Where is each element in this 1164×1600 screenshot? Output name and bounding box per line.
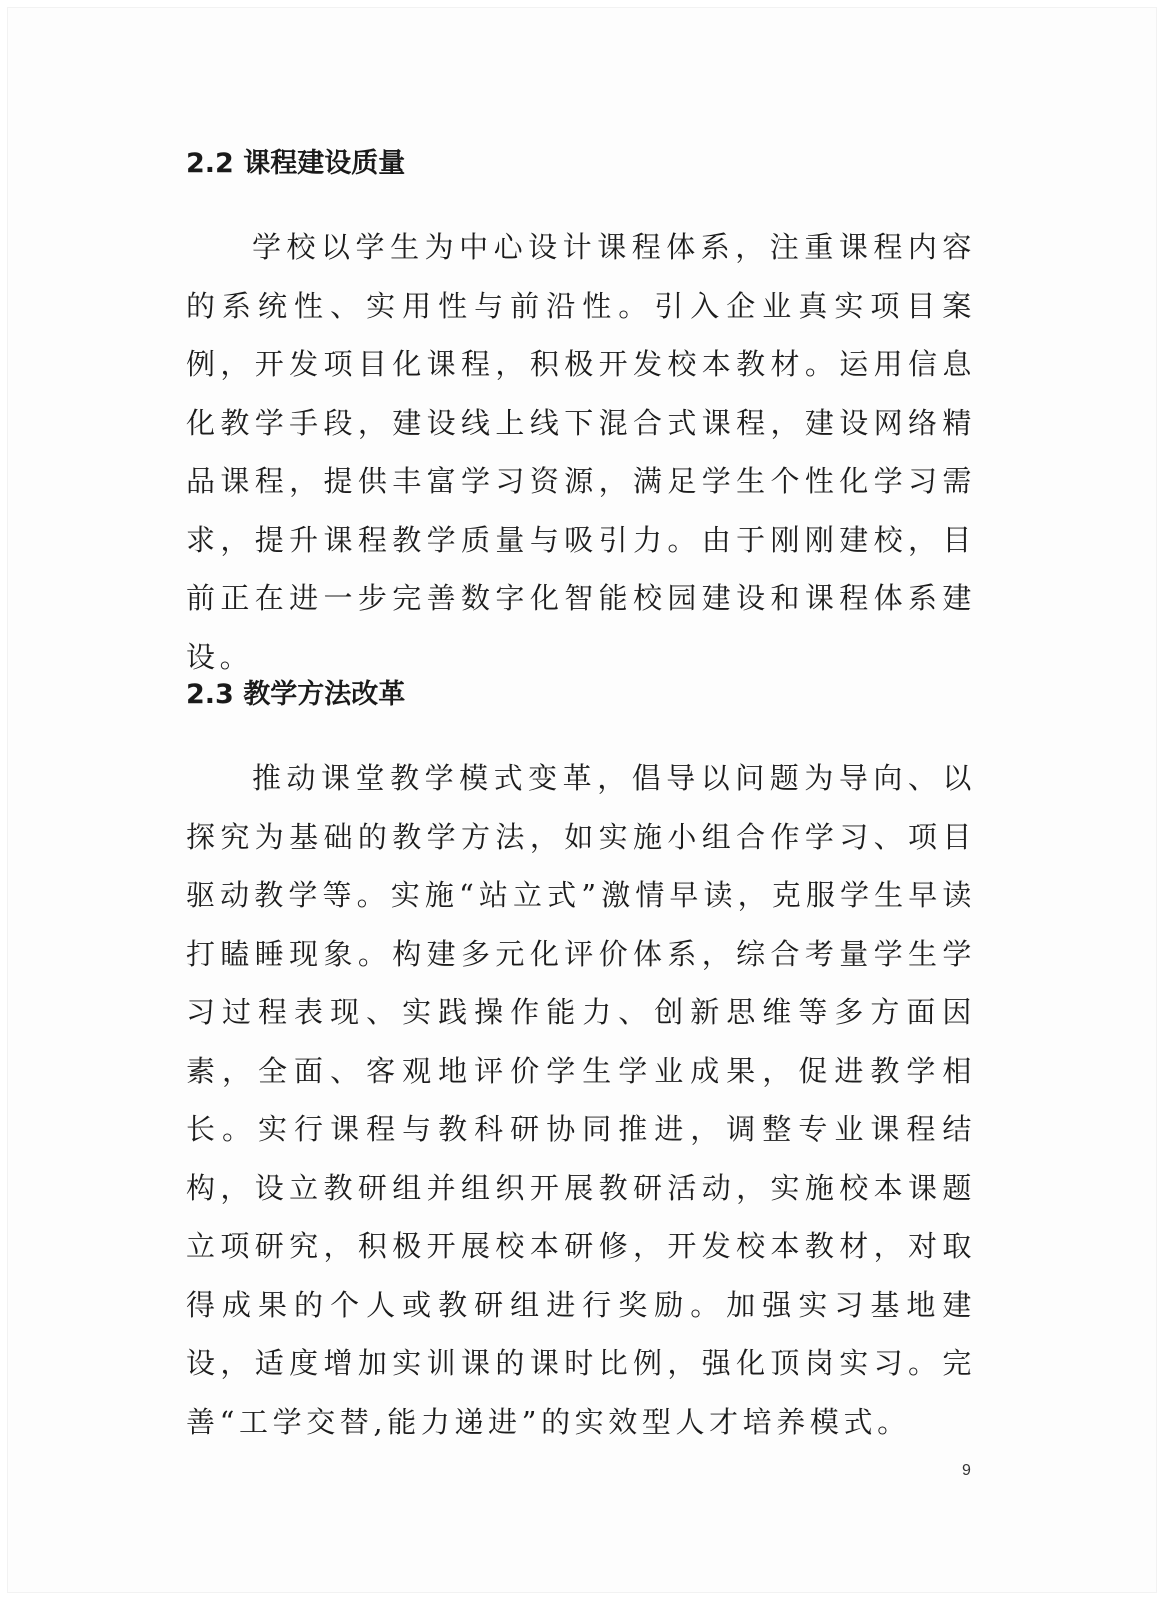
section-paragraph: 学校以学生为中心设计课程体系，注重课程内容的系统性、实用性与前沿性。引入企业真实项目案例，开发项目化课程，积极开发校本教材。运用信息化教学手段，建设线上线下混合式课程，建设网络精品课程，提供丰富学习资源，满足学生个性化学习需求，提升课程教学质量与吸引力。由于刚刚建校，目前正在进一步完善数字化智能校园建设和课程体系建设。 [186,230,976,674]
section-heading: 2.2 课程建设质量 [186,148,406,179]
page-number: 9 [962,1462,971,1479]
section-heading: 2.3 教学方法改革 [186,679,406,710]
section-paragraph: 推动课堂教学模式变革，倡导以问题为导向、以探究为基础的教学方法，如实施小组合作学习、项目驱动教学等。实施“站立式”激情早读，克服学生早读打瞌睡现象。构建多元化评价体系，综合考量学生学习过程表现、实践操作能力、创新思维等多方面因素，全面、客观地评价学生学业成果，促进教学相长。实行课程与教科研协同推进，调整专业课程结构，设立教研组并组织开展教研活动，实施校本课题立项研究，积极开展校本研修，开发校本教材，对取得成果的个人或教研组进行奖励。加强实习基地建设，适度增加实训课的课时比例，强化顶岗实习。完善“工学交替,能力递进”的实效型人才培养模式。 [186,761,976,1439]
